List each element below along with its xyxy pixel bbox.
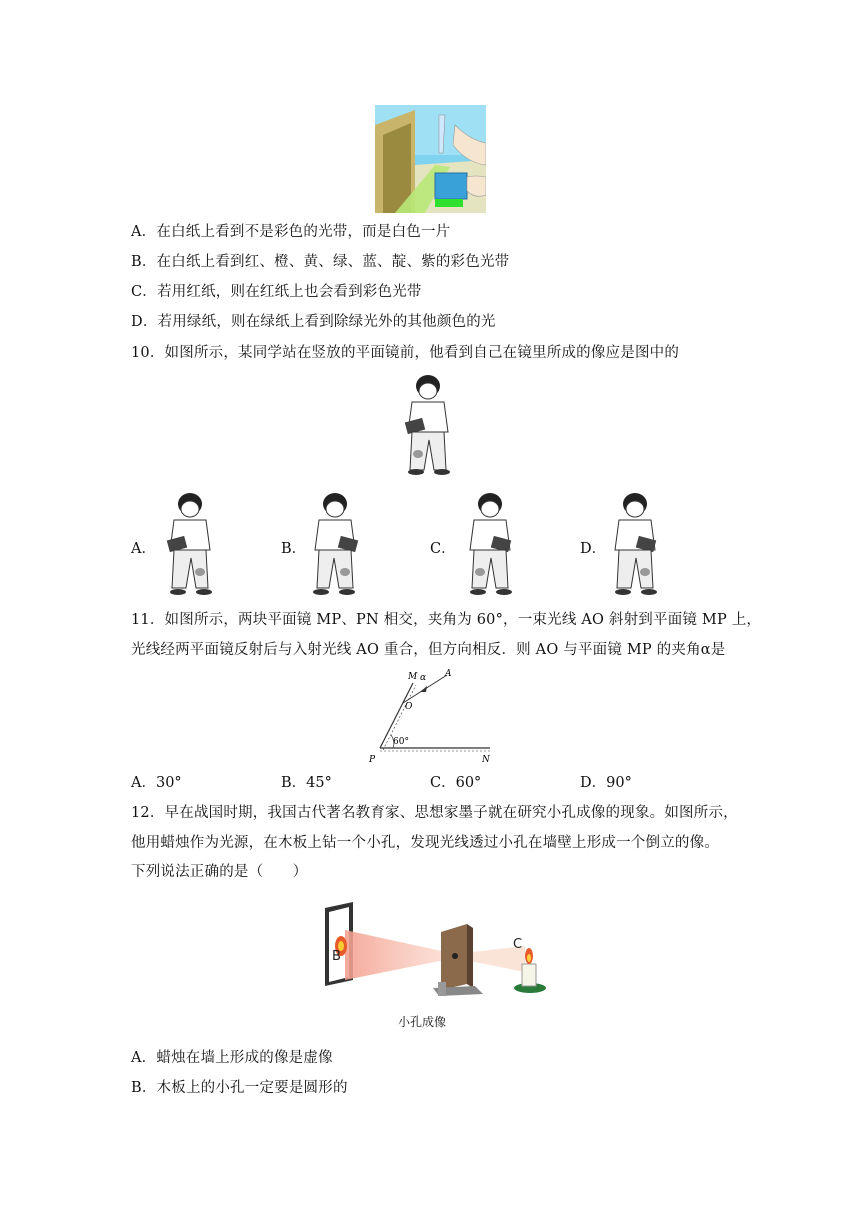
label-m: M	[408, 672, 418, 682]
q10-option-b-figure	[303, 492, 367, 596]
q10-option-d-figure	[603, 492, 667, 596]
q11-option-d: D．90°	[580, 775, 632, 791]
q9-option-a: A．在白纸上看到不是彩色的光带，而是白色一片	[131, 224, 451, 240]
mirror-angle-diagram	[365, 665, 495, 765]
q11-stem-line1: 11．如图所示，两块平面镜 MP、PN 相交，夹角为 60°，一束光线 AO 斜射到平面镜 MP 上，	[131, 612, 762, 628]
q12-option-b: B．木板上的小孔一定要是圆形的	[131, 1080, 348, 1096]
label-a: A	[445, 669, 452, 679]
student-figure	[396, 374, 460, 476]
label-n: N	[482, 755, 490, 765]
q12-stem-line2: 他用蜡烛作为光源，在木板上钻一个小孔，发现光线透过小孔在墙壁上形成一个倒立的像。	[131, 835, 719, 851]
q10-option-a-figure	[158, 492, 222, 596]
q11-option-c: C．60°	[430, 775, 482, 791]
label-60: 60°	[393, 737, 409, 747]
q11-option-a: A．30°	[131, 775, 182, 791]
prism-figure	[375, 105, 486, 213]
label-alpha: α	[420, 673, 427, 683]
q12-stem-line1: 12．早在战国时期，我国古代著名教育家、思想家墨子就在研究小孔成像的现象。如图所示，	[131, 805, 738, 821]
q9-option-c: C．若用红纸，则在红纸上也会看到彩色光带	[131, 284, 422, 300]
q12-stem-line3: 下列说法正确的是（ ）	[131, 864, 308, 880]
q9-option-b: B．在白纸上看到红、橙、黄、绿、蓝、靛、紫的彩色光带	[131, 254, 510, 270]
q10-stem: 10．如图所示，某同学站在竖放的平面镜前，他看到自己在镜里所成的像应是图中的	[131, 345, 680, 361]
pinhole-caption: 小孔成像	[398, 1015, 447, 1029]
q10-option-c-label: C．	[430, 541, 456, 557]
q10-option-c-figure	[458, 492, 522, 596]
pinhole-figure	[315, 902, 550, 1010]
q10-option-b-label: B．	[281, 541, 307, 557]
label-o: O	[405, 702, 413, 712]
q9-option-d: D．若用绿纸，则在绿纸上看到除绿光外的其他颜色的光	[131, 314, 496, 330]
q11-stem-line2: 光线经两平面镜反射后与入射光线 AO 重合，但方向相反．则 AO 与平面镜 MP 的夹角α是	[131, 642, 726, 658]
label-b: B	[332, 949, 341, 964]
q10-option-d-label: D．	[580, 541, 607, 557]
q12-option-a: A．蜡烛在墙上形成的像是虚像	[131, 1050, 333, 1066]
label-c: C	[513, 937, 523, 952]
q10-option-a-label: A．	[131, 541, 156, 557]
label-p: P	[369, 755, 376, 765]
q11-option-b: B．45°	[281, 775, 332, 791]
